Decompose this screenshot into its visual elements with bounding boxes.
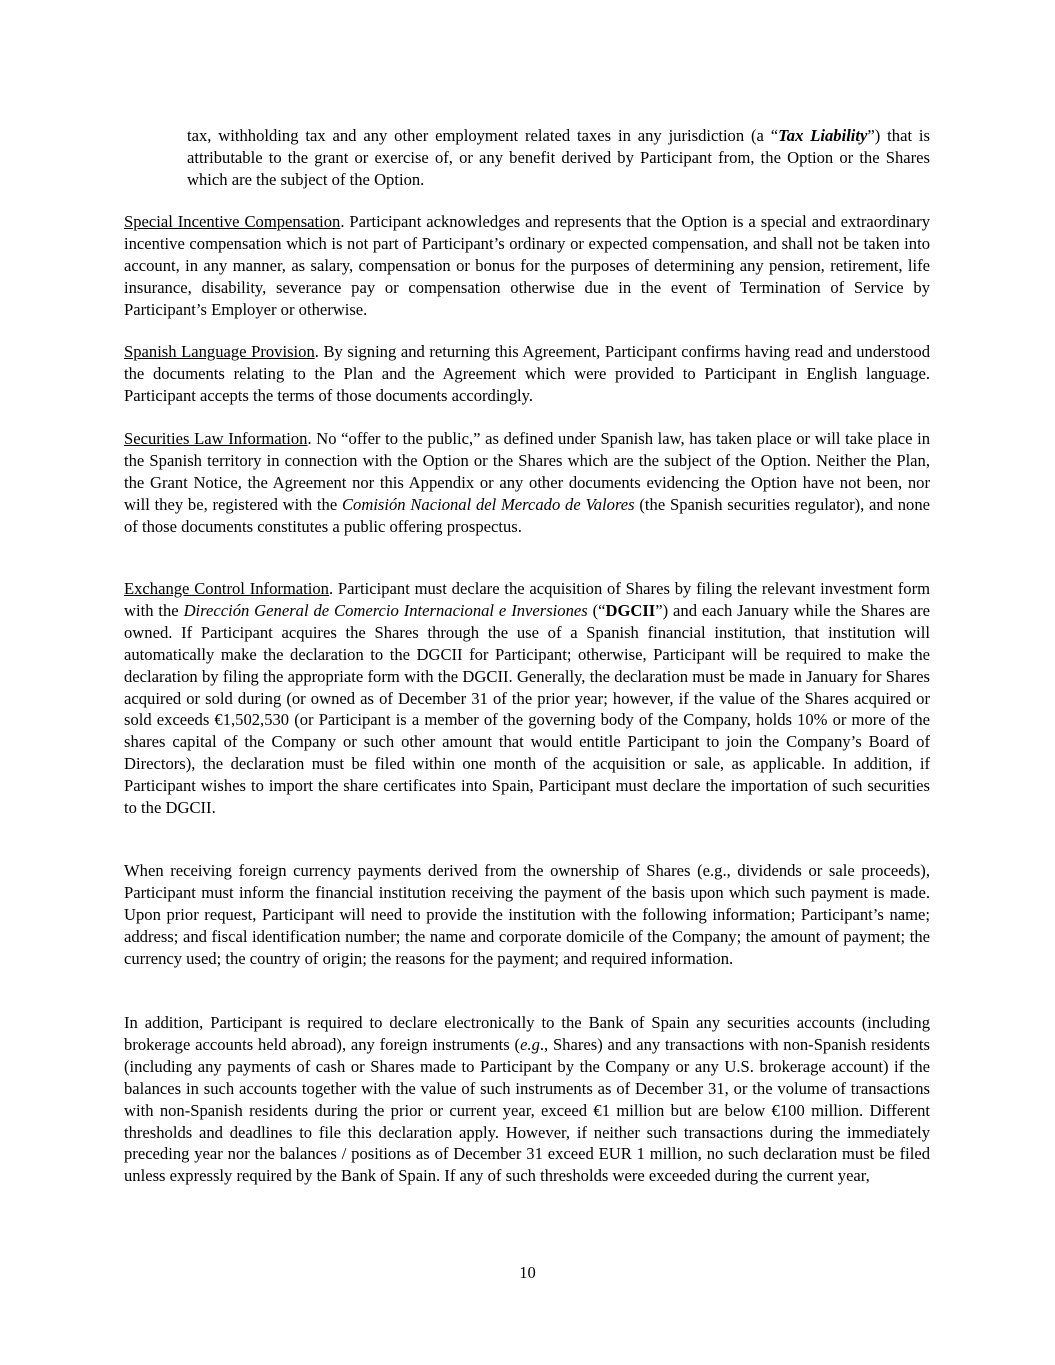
page-number: 10 [519,1263,536,1282]
foreign-currency-body: When receiving foreign currency payments derived from the ownership of Shares (e.g., dividends or sale proceeds), Participant must inform the financial institution receiving the payment of the basis upon which such payment is made. Upon prior request, Participant will need to provide the institution with the following information; Participant’s name; address; and fiscal identification number; the name and corporate domicile of the Company; the amount of payment; the currency used; the country of origin; the reasons for the payment; and required information. [124,861,930,968]
dgcii-full-name: Dirección General de Comercio Internacional e Inversiones [183,600,588,620]
spanish-language-body: . By signing and returning this Agreement, Participant confirms having read and understood the documents relating to the Plan and the Agreement which were provided to Participant in English language. Participant accepts the terms of those documents accordingly. [124,342,931,405]
exchange-control-heading: Exchange Control Information [124,579,329,598]
continuation-text-2: ”) that is attributable to the grant or exercise of, or any benefit derived by Participant from, the Option or the Shares which are the subject of the Option. [187,126,930,189]
special-incentive-section [124,211,930,321]
spanish-language-heading: Spanish Language Provision [124,342,315,361]
cnmv-name: Comisión Nacional del Mercado de Valores [341,494,635,514]
bank-of-spain-body-1: In addition, Participant is required to declare electronically to the Bank of Spain any securities accounts (including brokerage accounts held abroad), any foreign instruments ( [124,1013,930,1054]
securities-law-heading: Securities Law Information [124,429,308,448]
eg-abbreviation: e.g [520,1034,540,1054]
special-incentive-body: . Participant acknowledges and represents that the Option is a special and extraordinary incentive compensation which is not part of Participant’s ordinary or expected compensation, and shall not be taken into account, in any manner, as salary, compensation or bonus for the purposes of determining any pension, retirement, life insurance, disability, severance pay or compensation otherwise due in the event of Termination of Service by Participant’s Employer or otherwise. [124,212,930,319]
spanish-language-section [124,341,930,407]
tax-liability-continuation [187,125,930,191]
exchange-control-section [124,578,930,819]
bank-of-spain-section [124,1012,930,1187]
dgcii-abbreviation: DGCII [605,600,656,620]
bank-of-spain-body-2: ., Shares) and any transactions with non-Spanish residents (including any payments of cash or Shares made to Participant by the Company or any U.S. brokerage account) if the balances in such accounts together with the value of such instruments as of December 31, or the volume of transactions with non-Spanish residents during the prior or current year, exceed €1 million but are below €100 million. Different thresholds and deadlines to file this declaration apply. However, if neither such transactions during the immediately preceding year nor the balances / positions as of December 31 exceed EUR 1 million, no such declaration must be filed unless expressly required by the Bank of Spain. If any of such thresholds were exceeded during the current year, [124,1034,931,1186]
exchange-control-body-1: . Participant must declare the acquisition of Shares by filing the relevant investment form with the [124,579,930,620]
foreign-currency-section [124,860,930,970]
special-incentive-heading: Special Incentive Compensation [124,212,341,231]
securities-law-section [124,428,930,538]
continuation-text-1: tax, withholding tax and any other employment related taxes in any jurisdiction (a “ [187,126,779,145]
exchange-control-body-2: (“ [587,600,606,620]
securities-law-body-1: . No “offer to the public,” as defined under Spanish law, has taken place or will take place in the Spanish territory in connection with the Option or the Shares which are the subject of the Option. Neither the Plan, the Grant Notice, the Agreement nor this Appendix or any other documents evidencing the Option have not been, nor will they be, registered with the [124,429,930,514]
tax-liability-term: Tax Liability [778,126,868,145]
securities-law-body-2: (the Spanish securities regulator), and none of those documents constitutes a public offering prospectus. [124,494,931,536]
exchange-control-body-3: ”) and each January while the Shares are owned. If Participant acquires the Shares through the use of a Spanish financial institution, that institution will automatically make the declaration to the DGCII for Participant; otherwise, Participant will be required to make the declaration by filing the appropriate form with the DGCII. Generally, the declaration must be made in January for Shares acquired or sold during (or owned as of December 31 of the prior year; however, if the value of the Shares acquired or sold exceeds €1,502,530 (or Participant is a member of the governing body of the Company, holds 10% or more of the shares capital of the Company or such other amount that would entitle Participant to join the Company’s Board of Directors), the declaration must be filed within one month of the acquisition or sale, as applicable. In addition, if Participant wishes to import the share certificates into Spain, Participant must declare the importation of such securities to the DGCII. [124,600,930,818]
